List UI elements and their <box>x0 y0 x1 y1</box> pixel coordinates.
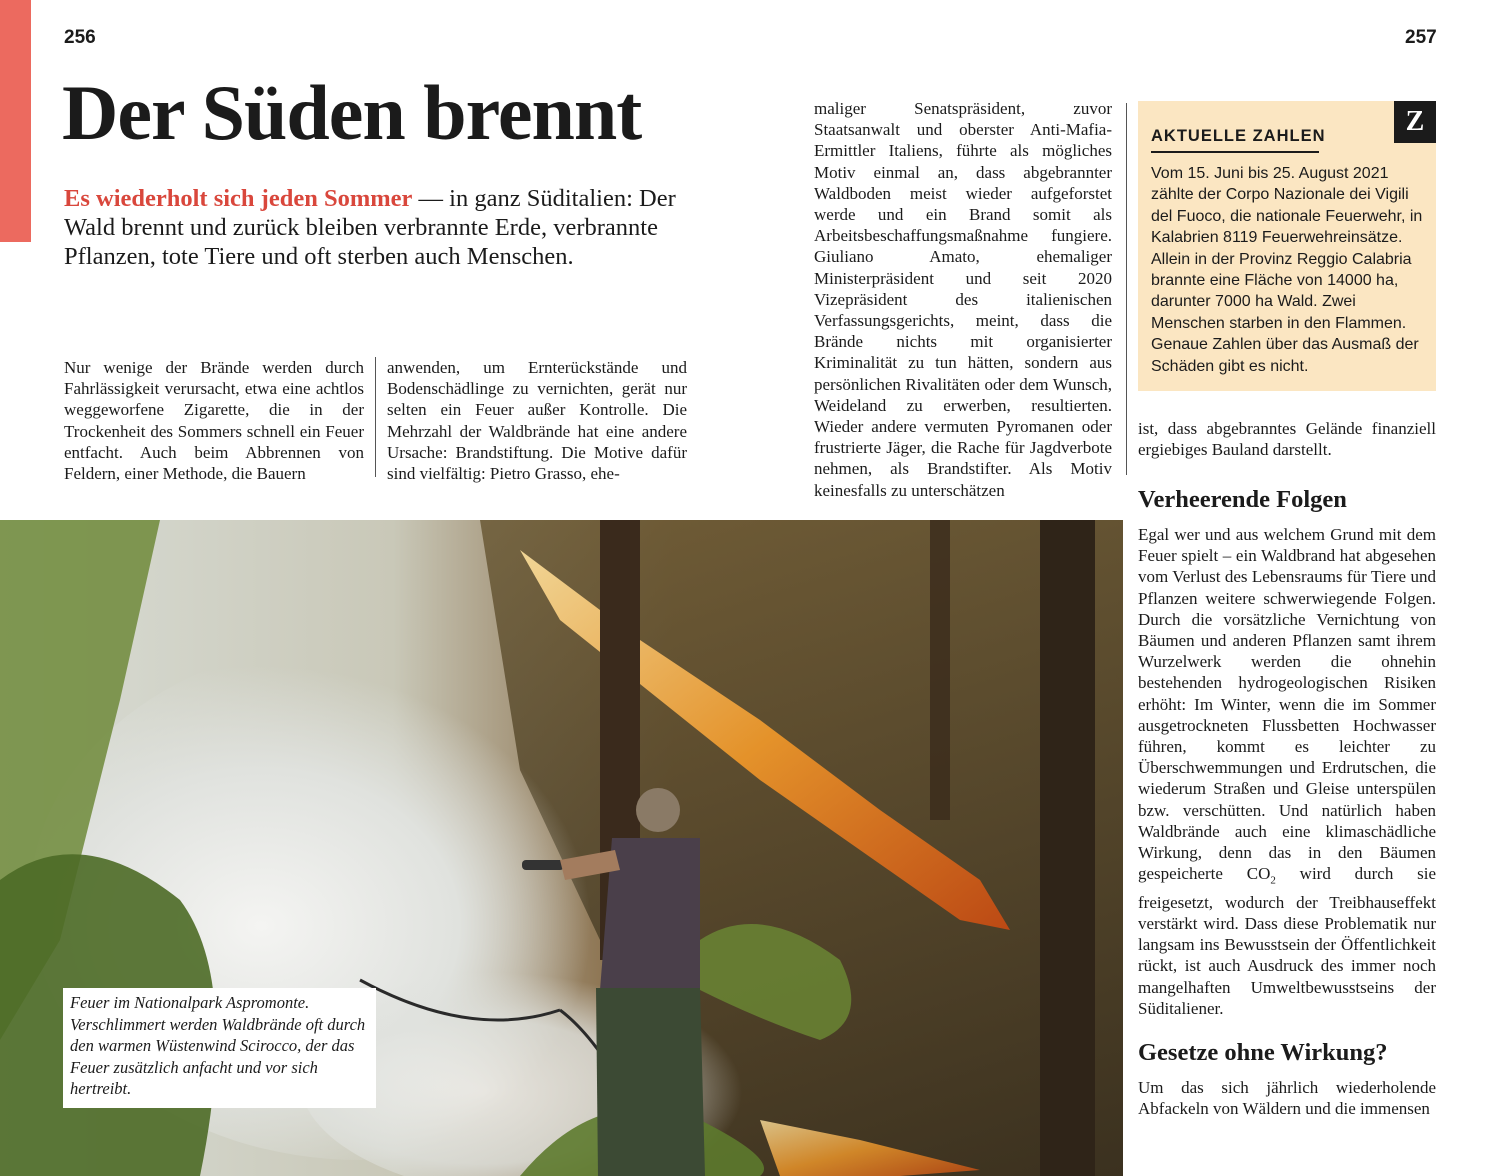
info-box-heading: AKTUELLE ZAHLEN <box>1151 127 1326 145</box>
article-title: Der Süden brennt <box>62 69 642 156</box>
info-box-underline <box>1151 151 1319 153</box>
co2-base: CO <box>1246 864 1271 884</box>
co2-subscript: 2 <box>1270 874 1276 887</box>
section-text-part-2: wird durch sie freigesetzt, wodurch der Treibhauseffekt verstärkt wird. Dass diese Problematik nur langsam ins Bewusstsein der Öffentlichkeit rückt, ist auch Ausdruck des immer noch mangelhaften Umweltbewusstseins der Süditaliener. <box>1138 864 1436 1018</box>
lead-highlight: Es wiederholt sich jeden Sommer <box>64 185 413 212</box>
info-box-text: Vom 15. Juni bis 25. August 2021 zählte der Corpo Nazionale dei Vigili del Fuoco, die nationale Feuerwehr, in Kalabrien 8119 Feuerwehreinsätze. Allein in der Provinz Reggio Calabria brannte eine Fläche von 14000 ha, darunter 7000 ha Wald. Zwei Menschen starben in den Flammen. Genaue Zahlen über das Ausmaß der Schäden gibt es nicht. <box>1151 165 1423 375</box>
info-box <box>1138 101 1436 391</box>
body-column-3: maliger Senatspräsident, zuvor Staatsanwalt und oberster Anti-Mafia-Ermittler Italiens, führte als mögliches Motiv einmal an, dass abgebrannter Waldboden meist wieder aufgeforstet werde und ein Brand somit als Arbeitsbeschaffungsmaßnahme fungiere. Giuliano Amato, ehemaliger Ministerpräsident und seit 2020 Vizepräsident des italienischen Verfassungsgerichts, meint, dass die Brände nichts mit organisierter Kriminalität zu tun hätten, sondern aus persönlichen Rivalitäten oder dem Wunsch, Weideland zu erwerben, resultierten. Wieder andere vermuten Pyromanen oder frustrierte Jäger, die Rache für Jagdverbote nehmen, als Brandstifter. Als Motiv keinesfalls zu unterschätzen <box>814 99 1112 500</box>
co2-formula <box>1246 864 1276 887</box>
section-heading-consequences: Verheerende Folgen <box>1138 486 1347 513</box>
forest-fire-photo <box>0 520 1123 1176</box>
section-text-consequences <box>1138 524 1436 1019</box>
z-badge-icon: Z <box>1394 101 1436 143</box>
accent-bar <box>0 0 31 242</box>
section-text-laws: Um das sich jährlich wiederholende Abfackeln von Wäldern und die immensen <box>1138 1078 1436 1119</box>
body-column-4-top: ist, dass abgebranntes Gelände finanziell ergiebiges Bauland darstellt. <box>1138 419 1436 460</box>
section-heading-laws: Gesetze ohne Wirkung? <box>1138 1039 1388 1066</box>
body-column-2: anwenden, um Ernterückstände und Bodenschädlinge zu vernichten, gerät nur selten ein Feuer außer Kontrolle. Die Mehrzahl der Waldbrände hat eine andere Ursache: Brandstiftung. Die Motive dafür sind vielfältig: Pietro Grasso, ehe- <box>387 358 687 484</box>
page-number-right: 257 <box>1405 27 1437 48</box>
article-lead <box>64 184 684 271</box>
page-number-left: 256 <box>64 27 96 48</box>
lead-text: — in ganz Süditalien: Der Wald brennt und zurück bleiben verbrannte Erde, verbrannte Pflanzen, tote Tiere und oft sterben auch Menschen. <box>64 185 676 270</box>
column-divider-right <box>1126 103 1127 475</box>
body-column-1: Nur wenige der Brände werden durch Fahrlässigkeit verursacht, etwa eine achtlos weggeworfene Zigarette, die in der Trockenheit des Sommers schnell ein Feuer entfacht. Auch beim Abbrennen von Feldern, einer Methode, die Bauern <box>64 358 364 484</box>
column-divider <box>375 357 376 477</box>
section-text-part-1: Egal wer und aus welchem Grund mit dem Feuer spielt – ein Waldbrand hat abgesehen vom Verlust des Lebensraums für Tiere und Pflanzen weitere schwerwiegende Folgen. Durch die vorsätzliche Vernichtung von Bäumen und anderen Pflanzen samt ihrem Wurzelwerk werden die ohnehin bestehenden hydrogeologischen Risiken erhöht: Im Winter, wenn die im Sommer ausgetrockneten Flussbetten Hochwasser führen, kommt es leichter zu Überschwemmungen und Erdrutschen, die wiederum Straßen und Gleise unterspülen bzw. verschütten. Und natürlich haben Waldbrände auch eine klimaschädliche Wirkung, denn das in den Bäumen gespeicherte <box>1138 525 1436 884</box>
photo-caption: Feuer im Nationalpark Aspromonte. Verschlimmert werden Waldbrände oft durch den warmen Wüstenwind Scirocco, der das Feuer zusätzlich anfacht und vor sich hertreibt. <box>63 988 376 1108</box>
